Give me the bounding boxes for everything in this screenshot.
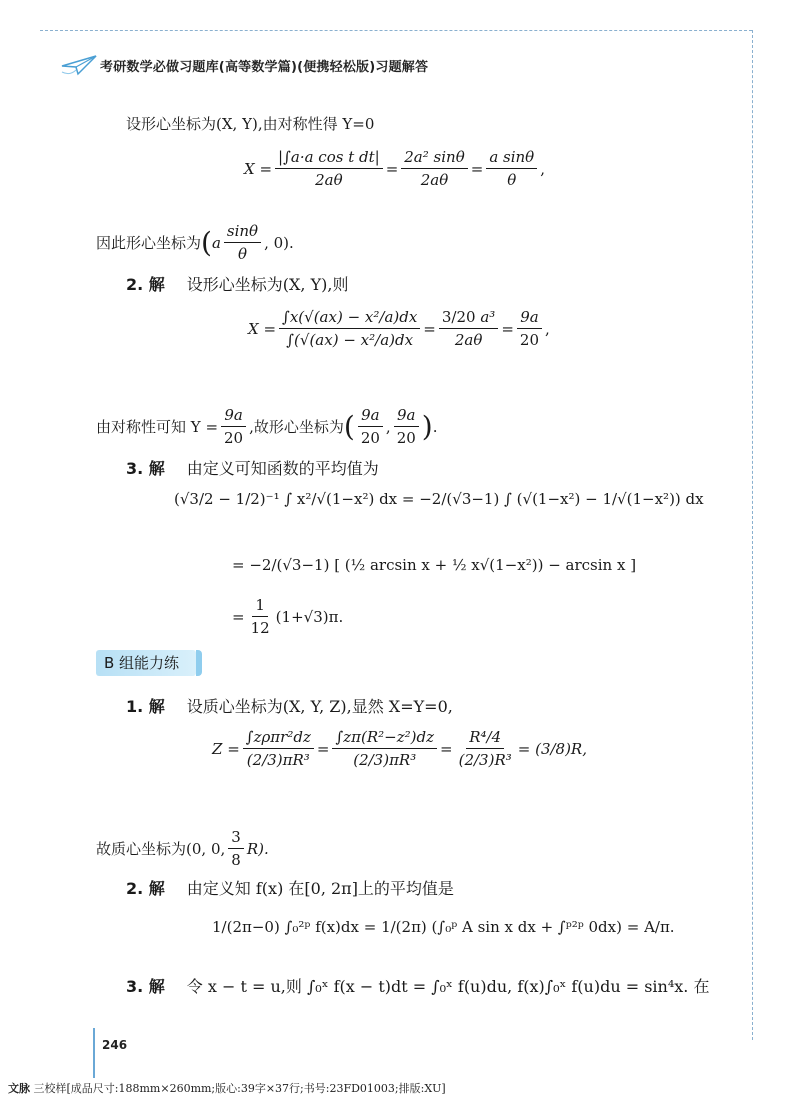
page-frame-top (40, 30, 752, 32)
equation-average-line-1: (√3/2 − 1/2)⁻¹ ∫ x²/√(1−x²) dx = −2/(√3−1) ∫ (√(1−x²) − 1/√(1−x²)) dx (174, 490, 704, 508)
section-b-title: B 组能力练 (96, 650, 196, 676)
equation-average-line-3: = $\frac{1}{12}$ (1+√3)π. (232, 596, 344, 637)
page-number: 246 (102, 1038, 128, 1052)
footer-brand: 文脉 (8, 1082, 30, 1095)
paragraph-mass-centroid: 故质心坐标为 (0, 0, $\frac{3}{8}$ R). (96, 828, 269, 869)
solution-b2-header: 2. 解 由定义知 f(x) 在[0, 2π]上的平均值是 (126, 879, 454, 898)
page-frame-right (752, 30, 754, 1040)
paragraph-symmetry: 由对称性可知 Y = $\frac{9a}{20}$ ,故形心坐标为 ( $\frac{9a}{20}$ , $\frac{9a}{20}$ ) . (96, 406, 438, 447)
solution-b1-header: 1. 解 设质心坐标为(X, Y, Z),显然 X=Y=0, (126, 697, 453, 716)
paragraph-centroid-setup: 设形心坐标为(X, Y),由对称性得 Y=0 (126, 115, 375, 133)
solution-3-header: 3. 解 由定义可知函数的平均值为 (126, 459, 379, 478)
print-footer (8, 1080, 446, 1096)
solution-b3-header: 3. 解 令 x − t = u,则 ∫₀ˣ f(x − t)dt = ∫₀ˣ f(u)du, f(x)∫₀ˣ f(u)du = sin⁴x. 在 (126, 977, 710, 996)
equation-z-centroid: Z = $\frac{\text{∫zρπr²dz}}{\text{(2/3)πR³}}$ = $\frac{\text{∫zπ(R²−z²)dz}}{\text{(2/3)πR³}}$ = $\frac{\text{R⁴/4}}{\text{(2/3)R³}}$ = (3/8)R, (212, 728, 587, 769)
equation-average-sin: 1/(2π−0) ∫₀²ᵖ f(x)dx = 1/(2π) (∫₀ᵖ A sin x dx + ∫ᵖ²ᵖ 0dx) = A/π. (212, 918, 675, 936)
equation-x-centroid-2: X = $\frac{\text{∫x(√(ax) − x²/a)dx}}{\text{∫(√(ax) − x²/a)dx}}$ = $\frac{\text{3/20 a³}}{2a\theta}$ = $\frac{9a}{20}$ , (248, 308, 550, 349)
paper-plane-icon (60, 52, 100, 78)
solution-2-header: 2. 解 设形心坐标为(X, Y),则 (126, 275, 349, 294)
footer-info: 三校样[成品尺寸:188mm×260mm;版心:39字×37行;书号:23FD01003;排版:XU] (33, 1082, 446, 1095)
running-title: 考研数学必做习题库(高等数学篇)(便携轻松版)习题解答 (100, 59, 429, 75)
equation-average-line-2: = −2/(√3−1) [ (½ arcsin x + ½ x√(1−x²)) − arcsin x ] (232, 556, 637, 574)
page-header (60, 52, 428, 78)
paragraph-centroid-result: 因此形心坐标为 ( a $\frac{\sin\theta}{\theta}$ , 0). (96, 222, 294, 263)
equation-x-centroid: X = $\frac{\text{|∫a·a cos t dt|}}{2a\theta}$ = $\frac{\text{2a² sinθ}}{2a\theta}$ = $\frac{\text{a sinθ}}{\theta}$ , (244, 148, 545, 189)
page-number-rule (93, 1028, 96, 1078)
